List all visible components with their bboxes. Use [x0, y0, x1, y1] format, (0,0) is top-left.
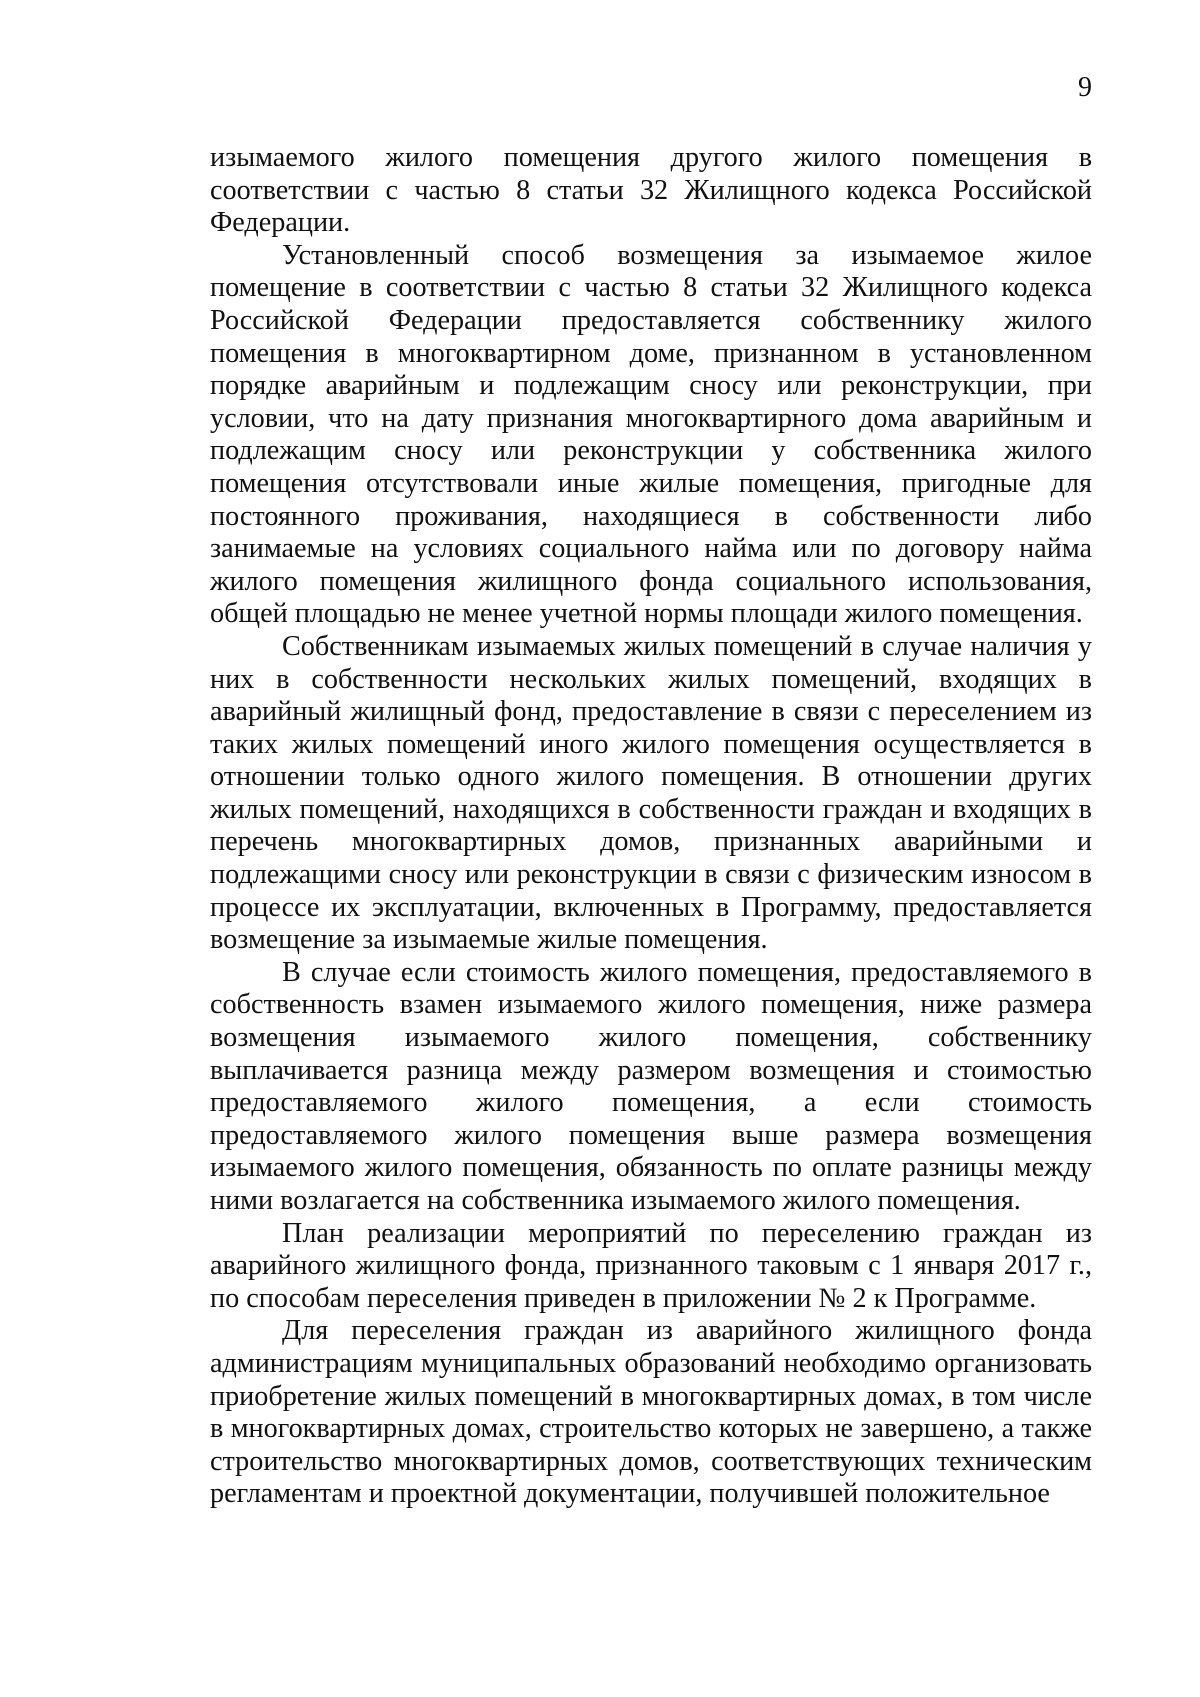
- paragraph-municipal-acquisition: Для переселения граждан из аварийного жилищного фонда администрациям муниципальных образований необходимо организовать приобретение жилых помещений в многоквартирных домах, в том числе в многоквартирных домах, строительство которых не завершено, а также строительство многоквартирных домов, соответствующих техническим регламентам и проектной документации, получившей положительное: [210, 1315, 1092, 1510]
- paragraph-relocation-plan: План реализации мероприятий по переселению граждан из аварийного жилищного фонда, признанного таковым с 1 января 2017 г., по способам переселения приведен в приложении № 2 к Программе.: [210, 1217, 1092, 1314]
- paragraph-compensation-method: Установленный способ возмещения за изымаемое жилое помещение в соответствии с частью 8 статьи 32 Жилищного кодекса Российской Федерации предоставляется собственнику жилого помещения в многоквартирном доме, признанном в установленном порядке аварийным и подлежащим сносу или реконструкции, при условии, что на дату признания многоквартирного дома аварийным и подлежащим сносу или реконструкции у собственника жилого помещения отсутствовали иные жилые помещения, пригодные для постоянного проживания, находящиеся в собственности либо занимаемые на условиях социального найма или по договору найма жилого помещения жилищного фонда социального использования, общей площадью не менее учетной нормы площади жилого помещения.: [210, 239, 1092, 630]
- paragraph-multiple-owners: Собственникам изымаемых жилых помещений в случае наличия у них в собственности нескольких жилых помещений, входящих в аварийный жилищный фонд, предоставление в связи с переселением из таких жилых помещений иного жилого помещения осуществляется в отношении только одного жилого помещения. В отношении других жилых помещений, находящихся в собственности граждан и входящих в перечень многоквартирных домов, признанных аварийными и подлежащими сносу или реконструкции в связи с физическим износом в процессе их эксплуатации, включенных в Программу, предоставляется возмещение за изымаемые жилые помещения.: [210, 630, 1092, 956]
- paragraph-cost-difference: В случае если стоимость жилого помещения, предоставляемого в собственность взамен изымаемого жилого помещения, ниже размера возмещения изымаемого жилого помещения, собственнику выплачивается разница между размером возмещения и стоимостью предоставляемого жилого помещения, а если стоимость предоставляемого жилого помещения выше размера возмещения изымаемого жилого помещения, обязанность по оплате разницы между ними возлагается на собственника изымаемого жилого помещения.: [210, 956, 1092, 1216]
- paragraph-continuation: изымаемого жилого помещения другого жилого помещения в соответствии с частью 8 статьи 32 Жилищного кодекса Российской Федерации.: [210, 142, 1092, 239]
- page-number: 9: [1078, 72, 1092, 103]
- document-body: [210, 142, 1092, 1511]
